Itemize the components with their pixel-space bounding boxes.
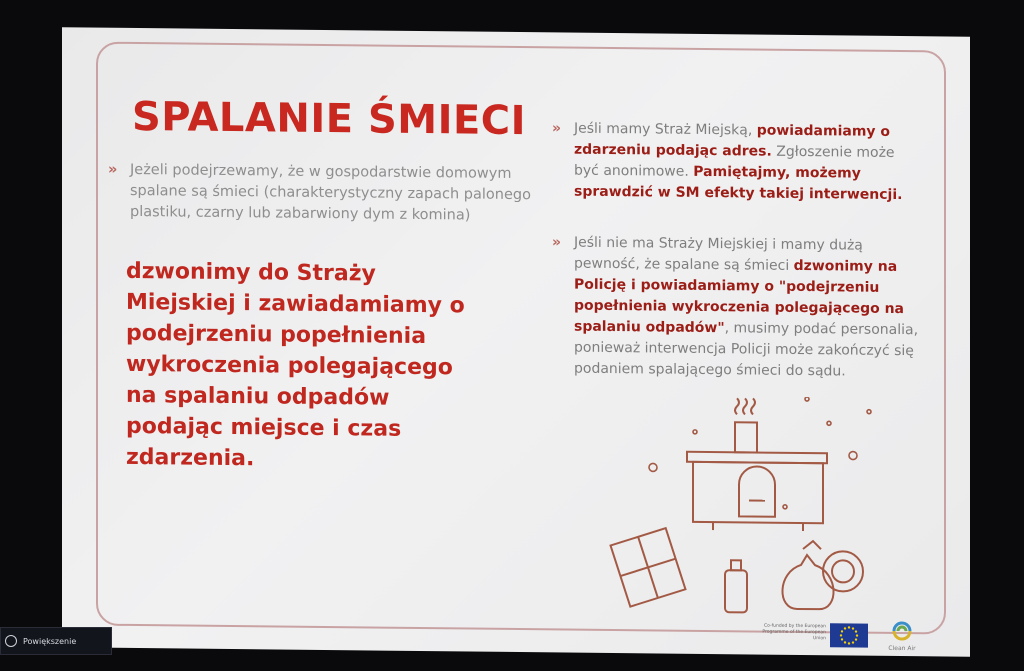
r2-plain-1: Jeśli nie ma Straży Miejskiej i mamy dużą pewność, że spalane są śmieci — [574, 234, 863, 274]
zoom-icon — [5, 635, 17, 647]
r1-plain-1: Jeśli mamy Straż Miejską, — [574, 120, 757, 139]
chimney-icon — [735, 422, 757, 452]
left-bullet-text: Jeżeli podejrzewamy, że w gospodarstwie domowym spalane są śmieci (charakterystyczny zapach palonego plastiku, czarny lub zabarwiony dym z komina) — [130, 161, 531, 224]
eu-funding-text: Co-funded by the European Programme of the European Union — [762, 623, 826, 642]
stove-icon — [687, 452, 827, 531]
slide-title: SPALANIE ŚMIECI — [132, 93, 527, 145]
bottle-icon — [725, 560, 747, 612]
smoke-icon — [735, 398, 755, 414]
r1-bold-1: powiadamiamy o zdarzeniu podając adres. — [574, 122, 891, 160]
clean-air-logo — [885, 617, 919, 653]
bullet-marker: » — [552, 234, 562, 251]
zoom-button-label: Powiększenie — [23, 636, 77, 646]
r2-plain-2: , musimy podać personalia, ponieważ interwencja Policji może zakończyć się podaniem spalającego śmieci do sądu. — [574, 320, 919, 380]
bullet-marker: » — [552, 120, 562, 137]
r2-bold-1: dzwonimy na Policję i powiadamiamy o "podejrzeniu popełnienia wykroczenia polegającego na spalaniu odpadów" — [574, 257, 904, 337]
eu-flag-icon — [830, 623, 868, 647]
emphasis-text: dzwonimy do Straży Miejskiej i zawiadamiamy o podejrzeniu popełnienia wykroczenia polegającego na spalaniu odpadów podając miejsce i czas zdarzenia. — [126, 258, 465, 472]
right-bullet-2 — [552, 233, 924, 384]
clean-air-logo-text: Clean Air — [888, 644, 916, 653]
window-frame-icon — [611, 528, 686, 608]
trash-bag-icon — [782, 541, 833, 610]
plate-icon — [823, 551, 863, 591]
zoom-button[interactable] — [0, 627, 112, 655]
eu-funding-badge — [758, 622, 876, 649]
waste-burning-illustration — [607, 395, 887, 620]
r1-bold-2: Pamiętajmy, możemy sprawdzić w SM efekty takiej interwencji. — [574, 163, 903, 204]
left-bullet — [108, 160, 550, 227]
right-bullet-1 — [552, 119, 904, 206]
bullet-marker: » — [108, 161, 118, 178]
r1-plain-2: Zgłoszenie może być anonimowe. — [574, 143, 895, 180]
projection-screen — [62, 27, 970, 657]
